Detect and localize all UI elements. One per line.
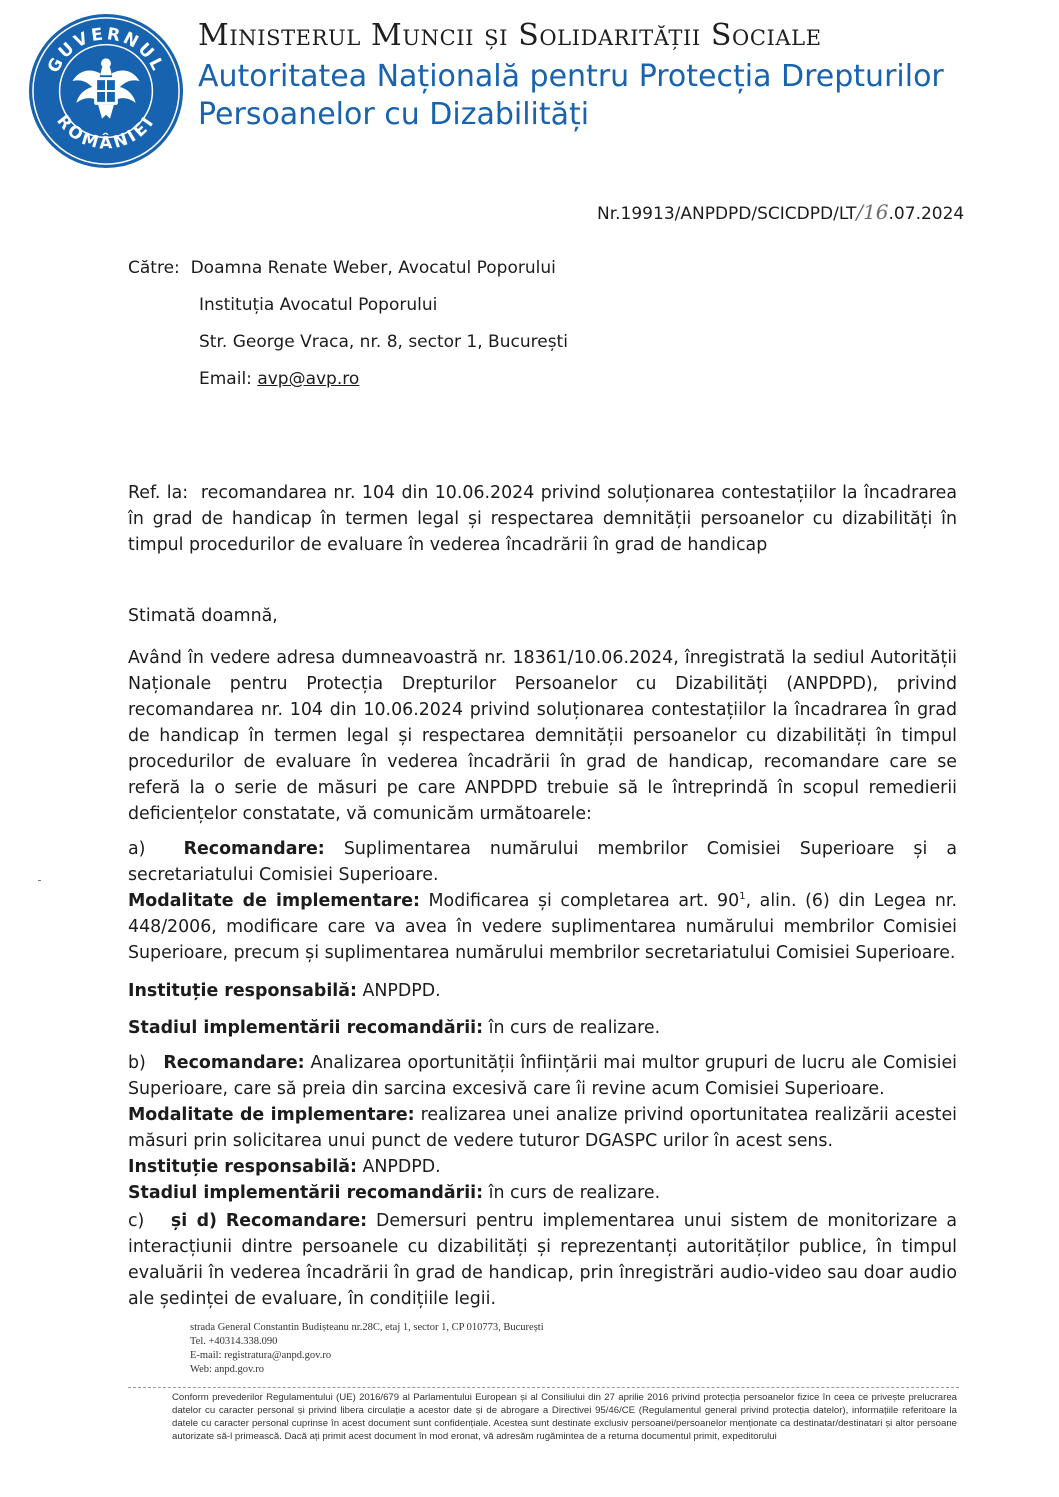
margin-mark: [38, 880, 41, 881]
email-label: Email:: [199, 369, 252, 389]
item-b-implementation: realizarea unei analize privind oportunitatea realizării acestei măsuri prin solicitarea unui punct de vedere tuturor DGASPC urilor în acest sens.: [128, 1105, 958, 1151]
recommendation-c-d: [128, 1208, 957, 1312]
item-a-status: în curs de realizare.: [488, 1018, 661, 1038]
authority-title: [198, 58, 944, 134]
government-seal-logo: [27, 12, 185, 170]
item-b-recommendation-label: Recomandare:: [163, 1053, 305, 1073]
ministry-title: Ministerul Muncii și Solidarității Sociale: [198, 18, 822, 53]
item-b-recommendation: Analizarea oportunității înființării mai multor grupuri de lucru ale Comisiei Superioare, care să preia din sarcina excesivă care îi revine acum Comisiei Superioare.: [128, 1053, 957, 1099]
recipient-email-link[interactable]: avp@avp.ro: [257, 369, 360, 389]
item-a-status-line: [128, 1015, 957, 1041]
item-a-implementation-before: Modificarea și completarea art. 90: [428, 891, 740, 911]
footer-phone: Tel. +40314.338.090: [190, 1336, 278, 1347]
item-c-recommendation-label: Recomandare:: [225, 1211, 368, 1231]
recipient-institution: Instituția Avocatul Poporului: [199, 295, 438, 315]
seal-top-text: GUVERNUL: [42, 23, 170, 76]
item-b-status: în curs de realizare.: [488, 1183, 661, 1203]
item-b-implementation-label: Modalitate de implementare:: [128, 1105, 415, 1125]
item-a-implementation-label: Modalitate de implementare:: [128, 891, 420, 911]
item-a-status-label: Stadiul implementării recomandării:: [128, 1018, 484, 1038]
registration-prefix: Nr.19913/ANPDPD/SCICDPD/LT: [597, 204, 857, 224]
authority-title-line1: Autoritatea Națională pentru Protecția Drepturilor: [198, 59, 944, 94]
recipient-address: Str. George Vraca, nr. 8, sector 1, București: [199, 332, 568, 352]
footer-email: E-mail: registratura@anpd.gov.ro: [190, 1350, 332, 1361]
item-c-extra-letter: și d): [170, 1211, 218, 1231]
item-b-status-label: Stadiul implementării recomandării:: [128, 1183, 484, 1203]
recipient-email-line: [199, 369, 359, 389]
salutation: Stimată doamnă,: [128, 606, 278, 626]
item-a-implementation-sup: 1: [739, 891, 746, 903]
item-b-letter: b): [128, 1053, 146, 1073]
footer-divider: [128, 1387, 959, 1388]
recommendation-b: [128, 1050, 957, 1206]
subject-text: recomandarea nr. 104 din 10.06.2024 privind soluționarea contestațiilor la încadrarea în grad de handicap în termen legal și respectarea demnității persoanelor cu dizabilități în timpul procedurilor de evaluare în vederea încadrării în grad de handicap: [128, 483, 957, 555]
footer-address: strada General Constantin Budișteanu nr.28C, etaj 1, sector 1, CP 010773, București: [190, 1322, 544, 1333]
registration-suffix: .07.2024: [888, 204, 965, 224]
item-c-letter: c): [128, 1211, 145, 1231]
recipient-label: Către:: [128, 258, 180, 278]
handwritten-day: /16: [856, 200, 889, 224]
intro-text: Având în vedere adresa dumneavoastră nr. 18361/10.06.2024, înregistrată la sediul Autorității Naționale pentru Protecția Drepturilor Persoanelor cu Dizabilități (ANPDPD), privind recomandarea nr. 104 din 10.06.2024 privind soluționarea contestațiilor la încadrarea în grad de handicap în termen legal și respectarea demnității persoanelor cu dizabilități în timpul procedurilor de evaluare în vederea încadrării în grad de handicap, recomandare care se referă la o serie de măsuri pe care ANPDPD trebuie să le întreprindă în scopul remedierii deficiențelor constatate, vă comunicăm următoarele:: [128, 648, 957, 824]
intro-paragraph: [128, 645, 957, 827]
seal-bottom-text: ROMÂNIEI: [53, 110, 159, 153]
recipient-name: Doamna Renate Weber, Avocatul Poporului: [190, 258, 556, 278]
item-a-institution-line: [128, 978, 957, 1004]
subject-reference: [128, 480, 957, 558]
item-a-recommendation: Suplimentarea numărului membrilor Comisiei Superioare și a secretariatului Comisiei Superioare.: [128, 839, 957, 885]
subject-label: Ref. la:: [128, 483, 189, 503]
item-c-recommendation: Demersuri pentru implementarea unui sistem de monitorizare a interacțiunii dintre persoanele cu dizabilități și reprezentanți autorităților publice, în timpul evaluării în vederea încadrării în grad de handicap, prin înregistrări audio-video sau doar audio ale ședinței de evaluare, în condițiile legii.: [128, 1211, 958, 1309]
footer-contact: [190, 1321, 544, 1377]
recommendation-a: [128, 836, 957, 966]
gdpr-notice: Conform prevederilor Regulamentului (UE) 2016/679 al Parlamentului European și al Consiliului din 27 aprilie 2016 privind protecția persoanelor fizice în ceea ce privește prelucrarea datelor cu caracter personal și privind libera circulație a acestor date și de abrogare a Directivei 95/46/CE (Regulamentul general privind protecția datelor), informațiile referitoare la datele cu caracter personal cuprinse în acest document sunt confidențiale. Acestea sunt destinate exclusiv persoanei/persoanelor menționate ca destinatar/destinatari și altor persoane autorizate să-l primească. Dacă ați primit acest document în mod eronat, vă adresăm rugămintea de a returna documentul primit, expeditorului: [172, 1392, 957, 1442]
recipient-name-line: [128, 258, 556, 278]
item-a-recommendation-label: Recomandare:: [183, 839, 325, 859]
item-a-institution-label: Instituție responsabilă:: [128, 981, 357, 1001]
registration-number: [597, 200, 964, 224]
item-a-letter: a): [128, 839, 146, 859]
item-b-institution-label: Instituție responsabilă:: [128, 1157, 357, 1177]
item-a-implementation-after: , alin. (6) din Legea nr. 448/2006, modificare care va avea în vedere suplimentarea numărului membrilor Comisiei Superioare, precum și suplimentarea numărului membrilor secretariatului Comisiei Superioare.: [128, 891, 957, 963]
footer-web: Web: anpd.gov.ro: [190, 1364, 264, 1375]
item-a-institution: ANPDPD.: [362, 981, 441, 1001]
item-b-institution: ANPDPD.: [362, 1157, 441, 1177]
authority-title-line2: Persoanelor cu Dizabilități: [198, 97, 590, 132]
